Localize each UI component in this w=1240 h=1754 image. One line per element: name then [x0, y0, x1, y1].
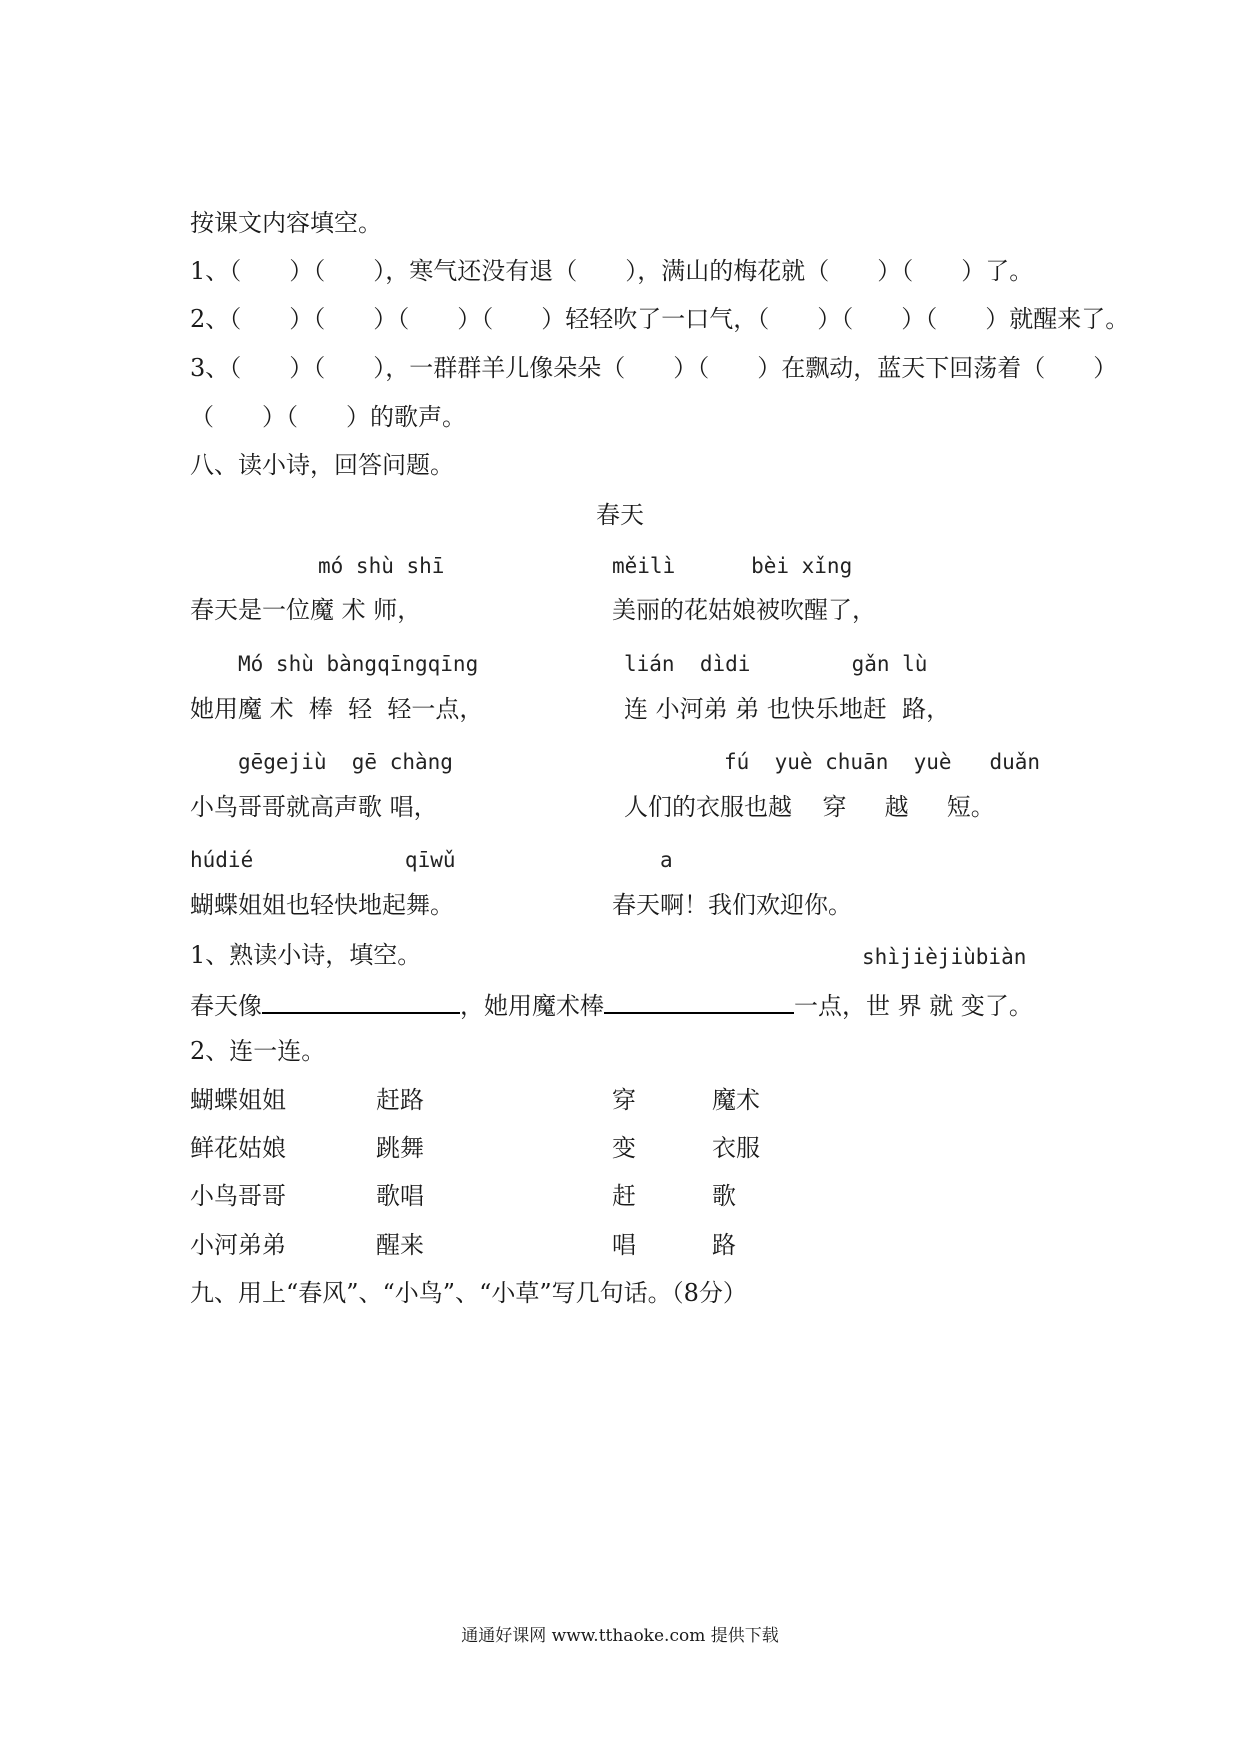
match-verb-2: 变 — [612, 1134, 636, 1162]
fill-item-3-continued: （ ）（ ）的歌声。 — [190, 403, 466, 431]
poem-right-pinyin-2: lián dìdi gǎn lù — [624, 652, 928, 676]
q1-sentence — [190, 988, 1033, 1021]
match-mid-1: 赶路 — [376, 1086, 424, 1114]
fill-item-3: 3、（ ）（ ），一群群羊儿像朵朵（ ）（ ）在飘动，蓝天下回荡着（ ） — [190, 354, 1118, 382]
match-left-3: 小鸟哥哥 — [190, 1182, 286, 1210]
q1-blank-2[interactable] — [604, 988, 794, 1014]
q2-label: 2、连一连。 — [190, 1037, 326, 1065]
poem-left-line-3: 小鸟哥哥就高声歌 唱， — [190, 793, 438, 821]
poem-left-pinyin-4: húdié qīwǔ — [190, 848, 456, 872]
match-verb-3: 赶 — [612, 1182, 636, 1210]
match-noun-4: 路 — [712, 1231, 736, 1259]
match-left-4: 小河弟弟 — [190, 1231, 286, 1259]
match-verb-1: 穿 — [612, 1086, 636, 1114]
poem-left-line-4: 蝴蝶姐姐也轻快地起舞。 — [190, 891, 454, 919]
poem-right-pinyin-4: a — [660, 848, 673, 872]
poem-right-line-4: 春天啊！我们欢迎你。 — [612, 891, 852, 919]
section7-heading: 按课文内容填空。 — [190, 209, 382, 237]
match-left-1: 蝴蝶姐姐 — [190, 1086, 286, 1114]
poem-left-pinyin-1: mó shù shī — [318, 554, 445, 578]
q1-label: 1、熟读小诗，填空。 — [190, 941, 422, 969]
fill-item-1: 1、（ ）（ ），寒气还没有退（ ），满山的梅花就（ ）（ ）了。 — [190, 257, 1034, 285]
poem-left-pinyin-2: Mó shù bàngqīngqīng — [238, 652, 479, 676]
footer-credit: 通通好课网 www.tthaoke.com 提供下载 — [461, 1626, 779, 1646]
section9-heading: 九、用上“春风”、“小鸟”、“小草”写几句话。（8分） — [190, 1279, 747, 1307]
match-noun-3: 歌 — [712, 1182, 736, 1210]
q1-part1: 春天像 — [190, 992, 262, 1020]
poem-right-line-3: 人们的衣服也越 穿 越 短。 — [624, 793, 995, 821]
poem-left-pinyin-3: gēgejiù gē chàng — [238, 750, 453, 774]
match-noun-2: 衣服 — [712, 1134, 760, 1162]
match-left-2: 鲜花姑娘 — [190, 1134, 286, 1162]
match-mid-3: 歌唱 — [376, 1182, 424, 1210]
poem-left-line-2: 她用魔 术 棒 轻 轻一点， — [190, 695, 484, 723]
q1-pinyin: shìjièjiùbiàn — [862, 945, 1027, 969]
q1-part3: 一点，世 界 就 变了。 — [794, 992, 1033, 1020]
match-mid-4: 醒来 — [376, 1231, 424, 1259]
poem-right-pinyin-3: fú yuè chuān yuè duǎn — [724, 750, 1041, 774]
poem-left-line-1: 春天是一位魔 术 师， — [190, 596, 422, 624]
poem-right-line-1: 美丽的花姑娘被吹醒了， — [612, 596, 876, 624]
poem-right-pinyin-1: měilì bèi xǐng — [612, 554, 853, 578]
poem-right-line-2: 连 小河弟 弟 也快乐地赶 路， — [624, 695, 951, 723]
match-mid-2: 跳舞 — [376, 1134, 424, 1162]
q1-part2: ，她用魔术棒 — [460, 992, 604, 1020]
poem-title: 春天 — [596, 501, 644, 529]
q1-blank-1[interactable] — [262, 988, 460, 1014]
match-verb-4: 唱 — [612, 1231, 636, 1259]
section8-heading: 八、读小诗，回答问题。 — [190, 451, 454, 479]
fill-item-2: 2、（ ）（ ）（ ）（ ）轻轻吹了一口气，（ ）（ ）（ ）就醒来了。 — [190, 305, 1130, 333]
match-noun-1: 魔术 — [712, 1086, 760, 1114]
